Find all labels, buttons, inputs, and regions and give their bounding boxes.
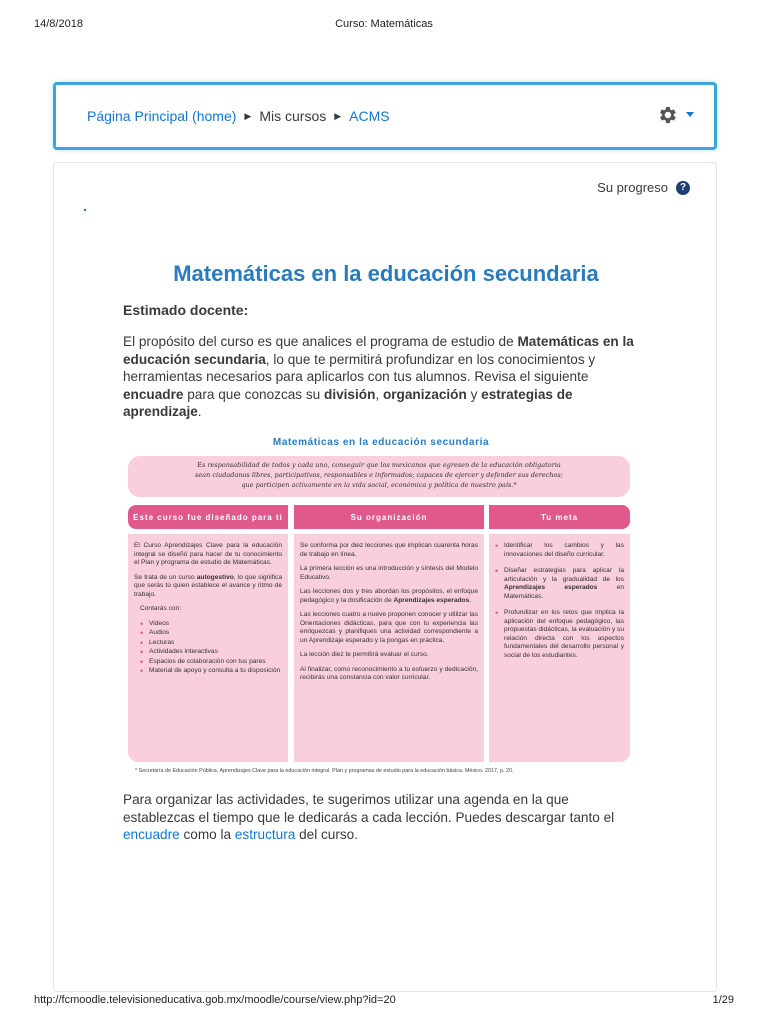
intro-bold: encuadre bbox=[123, 386, 184, 402]
intro-text: . bbox=[197, 404, 202, 419]
list-item: • Lecturas bbox=[140, 639, 282, 648]
print-date: 14/8/2018 bbox=[34, 18, 83, 30]
figure-text-bold: Aprendizajes esperados bbox=[504, 584, 598, 591]
breadcrumb-home-link[interactable]: Página Principal (home) bbox=[87, 108, 237, 124]
list-item bbox=[495, 567, 624, 601]
intro-paragraph bbox=[123, 333, 643, 421]
intro-bold: organización bbox=[382, 386, 467, 402]
figure-text: Las lecciones cuatro a nueve proponen conocer y utilizar las Orientaciones didácticas, para que con tu experiencia las enriquezcas y planifiques una actividad correspondiente a un Aprendizaje esperado y la pongas en práctica. bbox=[300, 611, 478, 644]
triangle-right-icon: ▶ bbox=[244, 110, 252, 121]
figure-header-organization: Su organización bbox=[294, 505, 484, 529]
print-url: http://fcmoodle.televisioneducativa.gob.mx/moodle/course/view.php?id=20 bbox=[34, 994, 396, 1006]
figure-text bbox=[300, 588, 478, 605]
print-page-title: Curso: Matemáticas bbox=[335, 18, 433, 30]
quote-line: que participen activamente en la vida social, económica y política de nuestro país.* bbox=[241, 481, 517, 489]
activity-marker bbox=[84, 209, 86, 211]
caret-down-icon[interactable] bbox=[686, 112, 694, 117]
gear-icon[interactable] bbox=[656, 104, 678, 126]
intro-text: para que conozcas su bbox=[183, 386, 325, 402]
greeting: Estimado docente: bbox=[123, 302, 249, 318]
list-item: • Videos bbox=[140, 620, 282, 629]
progress-label: Su progreso bbox=[597, 180, 668, 195]
figure-text: Se conforma por diez lecciones que implican cuarenta horas de trabajo en línea. bbox=[300, 542, 478, 558]
figure-text-part: Se trata de un curso bbox=[134, 573, 197, 581]
figure-text-part: . bbox=[469, 596, 472, 604]
page-header bbox=[53, 82, 717, 150]
figure-title: Matemáticas en la educación secundaria bbox=[272, 437, 490, 448]
figure-column-goal bbox=[489, 534, 630, 762]
figure-header-designed: Este curso fue diseñado para ti bbox=[128, 505, 288, 529]
course-content bbox=[53, 162, 717, 992]
breadcrumb bbox=[87, 108, 390, 124]
list-item: • Material de apoyo y consulta a tu disposición bbox=[140, 667, 282, 676]
intro-bold: estrategias de aprendizaje bbox=[123, 386, 573, 419]
figure-text: Contarás con: bbox=[140, 605, 182, 612]
quote-line: Es responsabilidad de todos y cada uno, conseguir que los mexicanos que egresen de la educación obligatoria bbox=[197, 461, 561, 469]
list-item: • Profundizar en los retos que implica la aplicación del enfoque pedagógico, las propuestas didácticas, la evaluación y su relación directa con los aspectos fundamentales del desarrollo personal y social de los estudiantes. bbox=[495, 609, 624, 660]
encuadre-link[interactable]: encuadre bbox=[123, 827, 180, 842]
figure-text-part: , lo que significa que serás tú quien establece el avance y ritmo de trabajo. bbox=[134, 573, 282, 598]
figure-text-bold: Aprendizajes esperados bbox=[393, 596, 470, 604]
closing-text: como la bbox=[179, 827, 235, 842]
figure-text: La lección diez te permitirá evaluar el curso. bbox=[300, 651, 429, 658]
intro-text: , lo que te permitirá profundizar en los conocimientos y herramientas necesarios para aplicarlos con tus alumnos. Revisa el siguiente bbox=[123, 351, 596, 384]
quote-line: sean ciudadanos libres, participativos, responsables e informados; capaces de ejercer y defender sus derechos; bbox=[195, 471, 563, 479]
breadcrumb-my-courses-link[interactable]: Mis cursos bbox=[259, 108, 327, 124]
list-item: • Espacios de colaboración con tus pares bbox=[140, 658, 282, 667]
intro-bold: división bbox=[324, 386, 376, 402]
goals-list bbox=[495, 542, 624, 660]
closing-paragraph bbox=[123, 791, 643, 844]
resources-list bbox=[140, 620, 282, 676]
course-overview-figure bbox=[128, 433, 634, 778]
figure-text-bold: autogestivo bbox=[196, 573, 234, 581]
figure-text: Al finalizar, como reconocimiento a tu esfuerzo y dedicación, recibirás una constancia con valor curricular. bbox=[300, 665, 478, 681]
breadcrumb-current-course-link[interactable]: ACMS bbox=[349, 108, 390, 124]
closing-text: del curso. bbox=[295, 827, 359, 842]
figure-column-designed bbox=[128, 534, 288, 762]
list-item: • Identificar los cambios y las innovaciones del diseño curricular. bbox=[495, 542, 624, 559]
figure-footnote: * Secretaría de Educación Pública. Aprendizajes Clave para la educación integral. Plan y programas de estudio para la educación básica. México, 2017, p. 20. bbox=[135, 768, 514, 774]
estructura-link[interactable]: estructura bbox=[234, 827, 296, 842]
figure-text-part: en Matemáticas. bbox=[504, 584, 624, 600]
intro-text: y bbox=[466, 386, 482, 402]
figure-text bbox=[134, 574, 282, 600]
list-item: • Audios bbox=[140, 629, 282, 638]
figure-column-organization bbox=[294, 534, 484, 762]
closing-text: Para organizar las actividades, te sugerimos utilizar una agenda en la que establezcas el tiempo que le dedicarás a cada lección. Puedes descargar tanto el bbox=[123, 792, 615, 825]
figure-header-goal: Tu meta bbox=[489, 505, 630, 529]
question-circle-icon[interactable]: ? bbox=[676, 181, 690, 195]
list-item: • Actividades interactivas bbox=[140, 648, 282, 657]
print-page-number: 1/29 bbox=[712, 994, 734, 1006]
figure-text-part: Las lecciones dos y tres abordan los propósitos, el enfoque pedagógico y la dosificación de bbox=[300, 588, 478, 604]
figure-text: El Curso Aprendizajes Clave para la educación integral se diseñó para hacer de tu conocimiento el Plan y programa de estudio de Matemáticas. bbox=[134, 542, 282, 566]
course-title: Matemáticas en la educación secundaria bbox=[173, 261, 599, 286]
intro-bold: Matemáticas en la educación secundaria bbox=[123, 334, 634, 367]
figure-text: La primera lección es una introducción y síntesis del Modelo Educativo. bbox=[300, 565, 478, 581]
figure-text-part: Diseñar estrategias para aplicar la articulación y la gradualidad de los bbox=[504, 567, 624, 583]
intro-text: El propósito del curso es que analices el programa de estudio de bbox=[123, 334, 518, 349]
figure-quote bbox=[128, 456, 630, 497]
intro-text: , bbox=[375, 386, 383, 402]
triangle-right-icon: ▶ bbox=[334, 110, 342, 121]
